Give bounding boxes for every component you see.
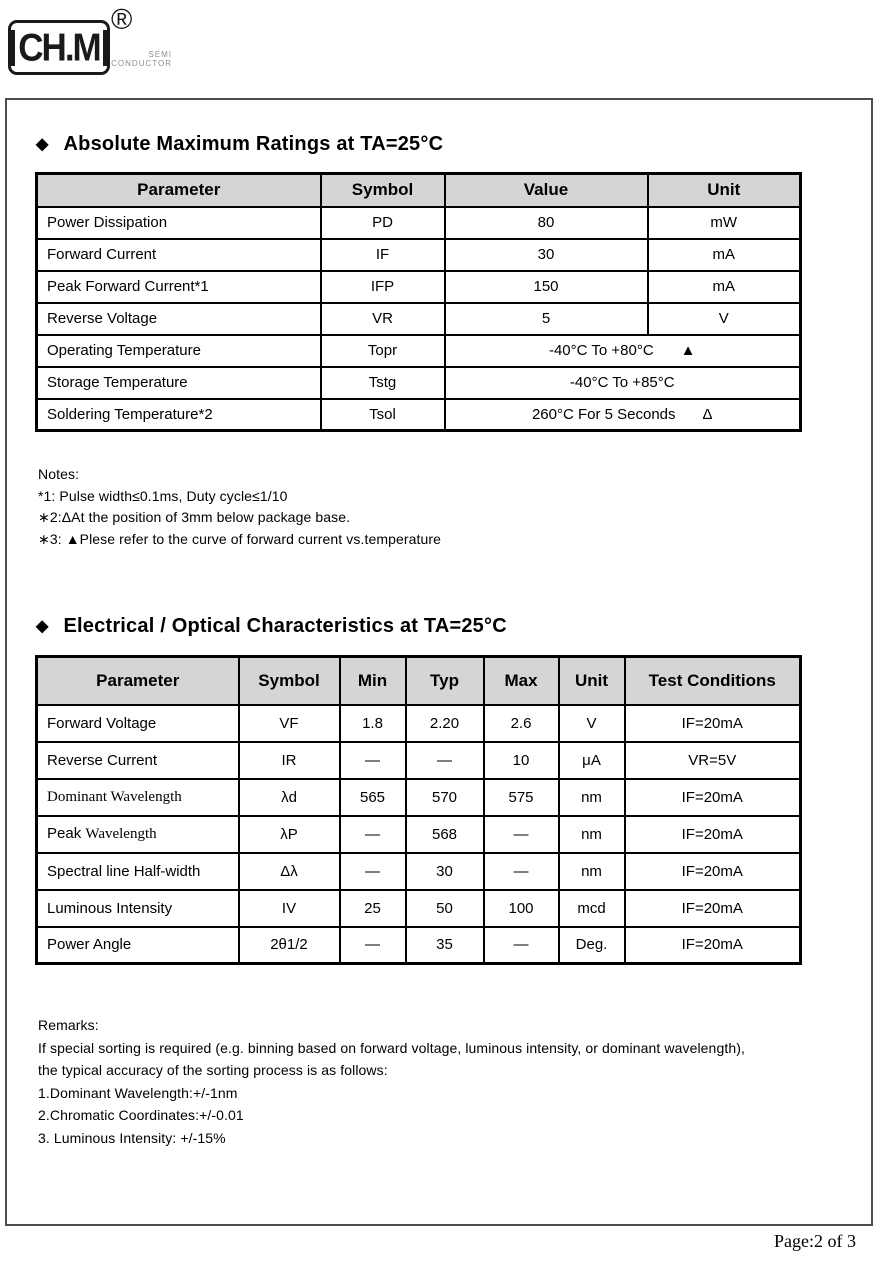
note-line: *1: Pulse width≤0.1ms, Duty cycle≤1/10 (38, 487, 288, 504)
max-cell: 575 (484, 779, 559, 816)
column-header-unit: Unit (648, 174, 801, 207)
diamond-bullet-icon: ◆ (36, 135, 49, 153)
max-cell: — (484, 853, 559, 890)
min-cell: — (340, 853, 406, 890)
unit-cell: mW (648, 207, 801, 239)
test-condition-cell: VR=5V (625, 742, 801, 779)
logo-text: CH.M (18, 25, 100, 70)
unit-cell: μA (559, 742, 625, 779)
remark-line: If special sorting is required (e.g. binning based on forward voltage, luminous intensity, or dominant wavelength), (38, 1039, 745, 1056)
notes-block (38, 464, 441, 550)
column-header-symbol: Symbol (239, 657, 340, 705)
logo-bar-icon (103, 30, 107, 66)
typ-cell: 30 (406, 853, 484, 890)
column-header-parameter: Parameter (37, 174, 321, 207)
unit-cell: nm (559, 816, 625, 853)
max-cell: — (484, 816, 559, 853)
symbol-cell: λd (239, 779, 340, 816)
symbol-cell: IFP (321, 271, 445, 303)
unit-cell: mA (648, 271, 801, 303)
table-row (37, 742, 801, 779)
notes-label: Notes: (38, 466, 80, 482)
table-header-row (37, 657, 801, 705)
value-cell: 150 (445, 271, 648, 303)
symbol-cell: λP (239, 816, 340, 853)
typ-cell: 570 (406, 779, 484, 816)
parameter-text-serif: Wavelength (85, 826, 157, 842)
test-condition-cell: IF=20mA (625, 816, 801, 853)
unit-cell: nm (559, 779, 625, 816)
parameter-cell: Reverse Voltage (37, 303, 321, 335)
absolute-maximum-ratings-table (35, 172, 802, 432)
table-row (37, 927, 801, 964)
symbol-cell: Tstg (321, 367, 445, 399)
symbol-cell: Tsol (321, 399, 445, 431)
test-condition-cell: IF=20mA (625, 853, 801, 890)
column-header-unit: Unit (559, 657, 625, 705)
min-cell: — (340, 816, 406, 853)
delta-triangle-icon: Δ (702, 405, 713, 423)
table-row (37, 890, 801, 927)
value-text: -40°C To +80°C (548, 342, 654, 359)
column-header-max: Max (484, 657, 559, 705)
parameter-cell: Spectral line Half-width (37, 853, 239, 890)
value-cell-merged (445, 399, 801, 431)
parameter-cell: Soldering Temperature*2 (37, 399, 321, 431)
remarks-block (38, 1014, 745, 1149)
logo-tagline-line1: SEMI (148, 50, 172, 59)
logo-tagline (108, 50, 172, 68)
remarks-label: Remarks: (38, 1017, 99, 1033)
symbol-cell: PD (321, 207, 445, 239)
column-header-value: Value (445, 174, 648, 207)
filled-triangle-icon: ▲ (680, 342, 696, 359)
unit-cell: V (559, 705, 625, 742)
typ-cell: 2.20 (406, 705, 484, 742)
column-header-typ: Typ (406, 657, 484, 705)
unit-cell: mA (648, 239, 801, 271)
value-cell: 30 (445, 239, 648, 271)
table-row (37, 207, 801, 239)
min-cell: — (340, 742, 406, 779)
symbol-cell: IR (239, 742, 340, 779)
value-cell-merged (445, 367, 801, 399)
symbol-cell: Topr (321, 335, 445, 367)
value-text: 260°C For 5 Seconds (531, 405, 676, 423)
diamond-bullet-icon: ◆ (36, 617, 49, 635)
column-header-min: Min (340, 657, 406, 705)
symbol-cell: IV (239, 890, 340, 927)
parameter-cell: Power Angle (37, 927, 239, 964)
test-condition-cell: IF=20mA (625, 779, 801, 816)
remark-line: 1.Dominant Wavelength:+/-1nm (38, 1084, 238, 1101)
remark-line: 2.Chromatic Coordinates:+/-0.01 (38, 1107, 244, 1123)
parameter-cell: Forward Voltage (37, 705, 239, 742)
typ-cell: 35 (406, 927, 484, 964)
parameter-cell: Forward Current (37, 239, 321, 271)
min-cell: — (340, 927, 406, 964)
parameter-cell: Power Dissipation (37, 207, 321, 239)
table-row (37, 335, 801, 367)
column-header-symbol: Symbol (321, 174, 445, 207)
parameter-cell: Reverse Current (37, 742, 239, 779)
test-condition-cell: IF=20mA (625, 705, 801, 742)
table-row (37, 239, 801, 271)
logo-bar-icon (11, 30, 15, 66)
min-cell: 565 (340, 779, 406, 816)
section-title-text: Electrical / Optical Characteristics at TA=25°C (63, 615, 507, 637)
max-cell: 100 (484, 890, 559, 927)
page-number: Page:2 of 3 (774, 1231, 856, 1251)
parameter-cell: Luminous Intensity (37, 890, 239, 927)
value-cell: 80 (445, 207, 648, 239)
parameter-cell: Peak Forward Current*1 (37, 271, 321, 303)
unit-cell: V (648, 303, 801, 335)
table-row (37, 367, 801, 399)
symbol-cell: Δλ (239, 853, 340, 890)
max-cell: 10 (484, 742, 559, 779)
value-cell: 5 (445, 303, 648, 335)
test-condition-cell: IF=20mA (625, 890, 801, 927)
note-line: ∗3: ▲Plese refer to the curve of forward current vs.temperature (38, 530, 442, 547)
section-title-absolute-maximum-ratings (36, 133, 443, 156)
parameter-cell: Operating Temperature (37, 335, 321, 367)
registered-trademark-icon: ® (111, 4, 133, 36)
parameter-cell (37, 816, 239, 853)
min-cell: 25 (340, 890, 406, 927)
table-row (37, 853, 801, 890)
typ-cell: — (406, 742, 484, 779)
table-row (37, 816, 801, 853)
parameter-cell: Storage Temperature (37, 367, 321, 399)
table-row (37, 705, 801, 742)
electrical-optical-characteristics-table (35, 655, 802, 965)
column-header-parameter: Parameter (37, 657, 239, 705)
table-row (37, 303, 801, 335)
column-header-test-conditions: Test Conditions (625, 657, 801, 705)
symbol-cell: 2θ1/2 (239, 927, 340, 964)
parameter-text: Peak (47, 825, 86, 842)
typ-cell: 568 (406, 816, 484, 853)
note-line: ∗2:ΔAt the position of 3mm below package base. (38, 509, 351, 525)
max-cell: 2.6 (484, 705, 559, 742)
test-condition-cell: IF=20mA (625, 927, 801, 964)
symbol-cell: VR (321, 303, 445, 335)
unit-cell: mcd (559, 890, 625, 927)
value-text: -40°C To +85°C (569, 374, 675, 391)
table-header-row (37, 174, 801, 207)
typ-cell: 50 (406, 890, 484, 927)
section-title-text: Absolute Maximum Ratings at TA=25°C (63, 133, 444, 155)
unit-cell: nm (559, 853, 625, 890)
table-row (37, 271, 801, 303)
unit-cell: Deg. (559, 927, 625, 964)
table-row (37, 399, 801, 431)
remark-line: 3. Luminous Intensity: +/-15% (38, 1129, 226, 1146)
value-cell-merged (445, 335, 801, 367)
symbol-cell: VF (239, 705, 340, 742)
section-title-electrical-optical (36, 615, 507, 638)
remark-line: the typical accuracy of the sorting process is as follows: (38, 1062, 388, 1078)
logo-tagline-line2: CONDUCTOR (111, 59, 172, 68)
max-cell: — (484, 927, 559, 964)
company-logo (8, 20, 110, 75)
symbol-cell: IF (321, 239, 445, 271)
parameter-cell: Dominant Wavelength (37, 779, 239, 816)
min-cell: 1.8 (340, 705, 406, 742)
table-row (37, 779, 801, 816)
